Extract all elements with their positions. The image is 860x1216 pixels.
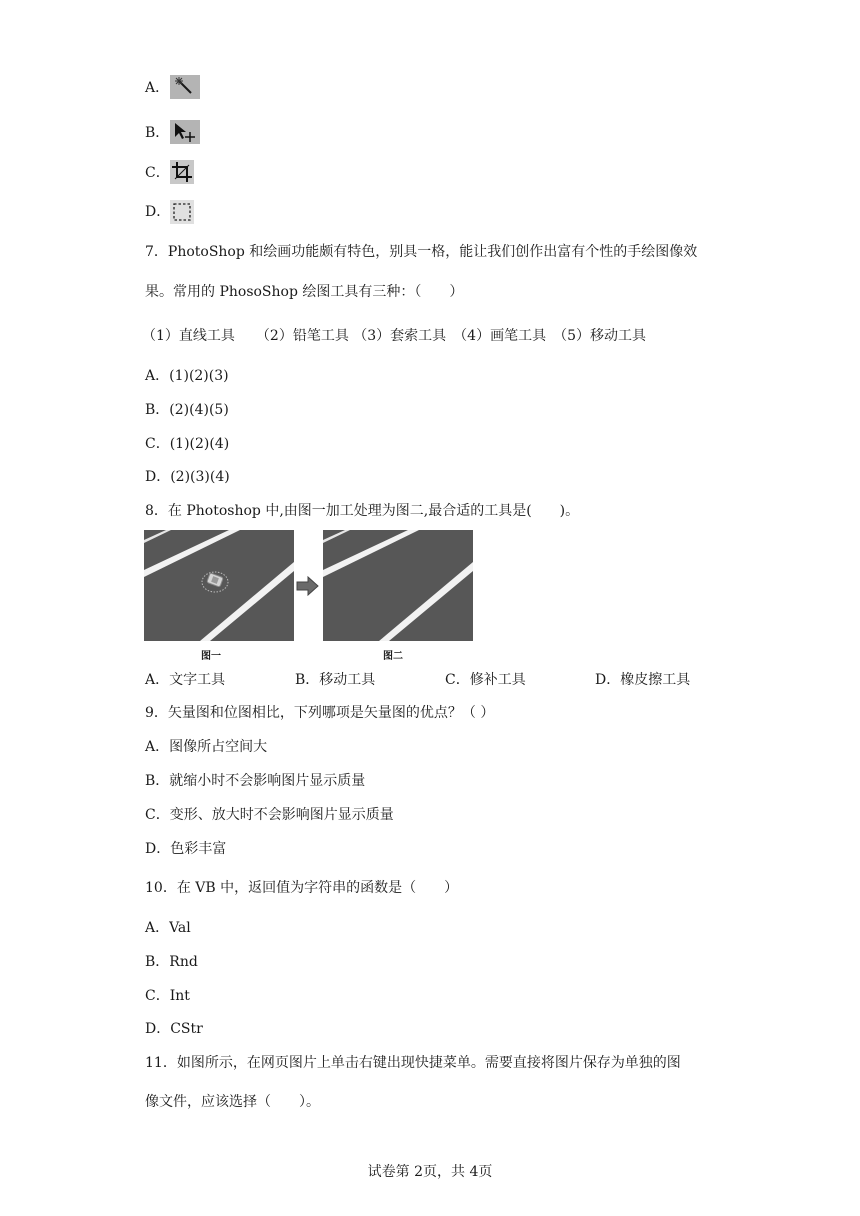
q10-option-a: A．Val [145,920,191,936]
figure-one-image [144,530,294,641]
figure-one-caption: 图一 [201,651,221,662]
q7-stem-line1: 7．PhotoShop 和绘画功能颇有特色，别具一格，能让我们创作出富有个性的手绘图像效 [145,244,698,260]
q11-stem-line2: 像文件，应该选择（ ）。 [145,1094,320,1110]
q8-option-c: C．修补工具 [445,672,526,688]
q9-option-b: B．就缩小时不会影响图片显示质量 [145,773,366,789]
arrow-right-icon [296,575,320,597]
crop-icon [170,160,194,184]
figure-two-image [323,530,473,641]
q8-option-a: A．文字工具 [145,672,226,688]
q7-stem-line2: 果。常用的 PhosoShop 绘图工具有三种：（ ） [145,284,464,300]
q7-option-b: B．(2)(4)(5) [145,402,229,418]
marquee-icon [170,200,194,224]
q7-option-c: C．(1)(2)(4) [145,436,230,452]
q9-option-c: C．变形、放大时不会影响图片显示质量 [145,807,394,823]
q6-option-a-label: A． [145,80,170,96]
q8-option-d: D．橡皮擦工具 [595,672,691,688]
q6-option-c-label: C． [145,165,170,181]
q10-option-b: B．Rnd [145,954,198,970]
q9-option-a: A．图像所占空间大 [145,739,268,755]
path-selection-icon [170,120,200,144]
q11-stem-line1: 11．如图所示，在网页图片上单击右键出现快捷菜单。需要直接将图片保存为单独的图 [145,1055,681,1071]
q7-option-a: A．(1)(2)(3) [145,368,229,384]
q6-option-d-label: D． [145,204,171,220]
q6-option-b-label: B． [145,125,170,141]
figure-two-caption: 图二 [383,651,403,662]
q9-stem: 9．矢量图和位图相比，下列哪项是矢量图的优点？（ ） [145,705,495,721]
q9-option-d: D．色彩丰富 [145,841,227,857]
q7-option-d: D．(2)(3)(4) [145,469,230,485]
q7-tools-list: （1）直线工具 （2）铅笔工具 （3）套索工具 （4）画笔工具 （5）移动工具 [142,328,646,344]
q8-option-b: B．移动工具 [295,672,376,688]
q8-stem: 8．在 Photoshop 中,由图一加工处理为图二,最合适的工具是( )。 [145,503,580,519]
q10-stem: 10．在 VB 中，返回值为字符串的函数是（ ） [145,880,459,896]
page-footer: 试卷第 2页，共 4页 [367,1164,493,1180]
q10-option-d: D．CStr [145,1021,203,1037]
magic-wand-icon [170,75,200,99]
q10-option-c: C．Int [145,988,190,1004]
